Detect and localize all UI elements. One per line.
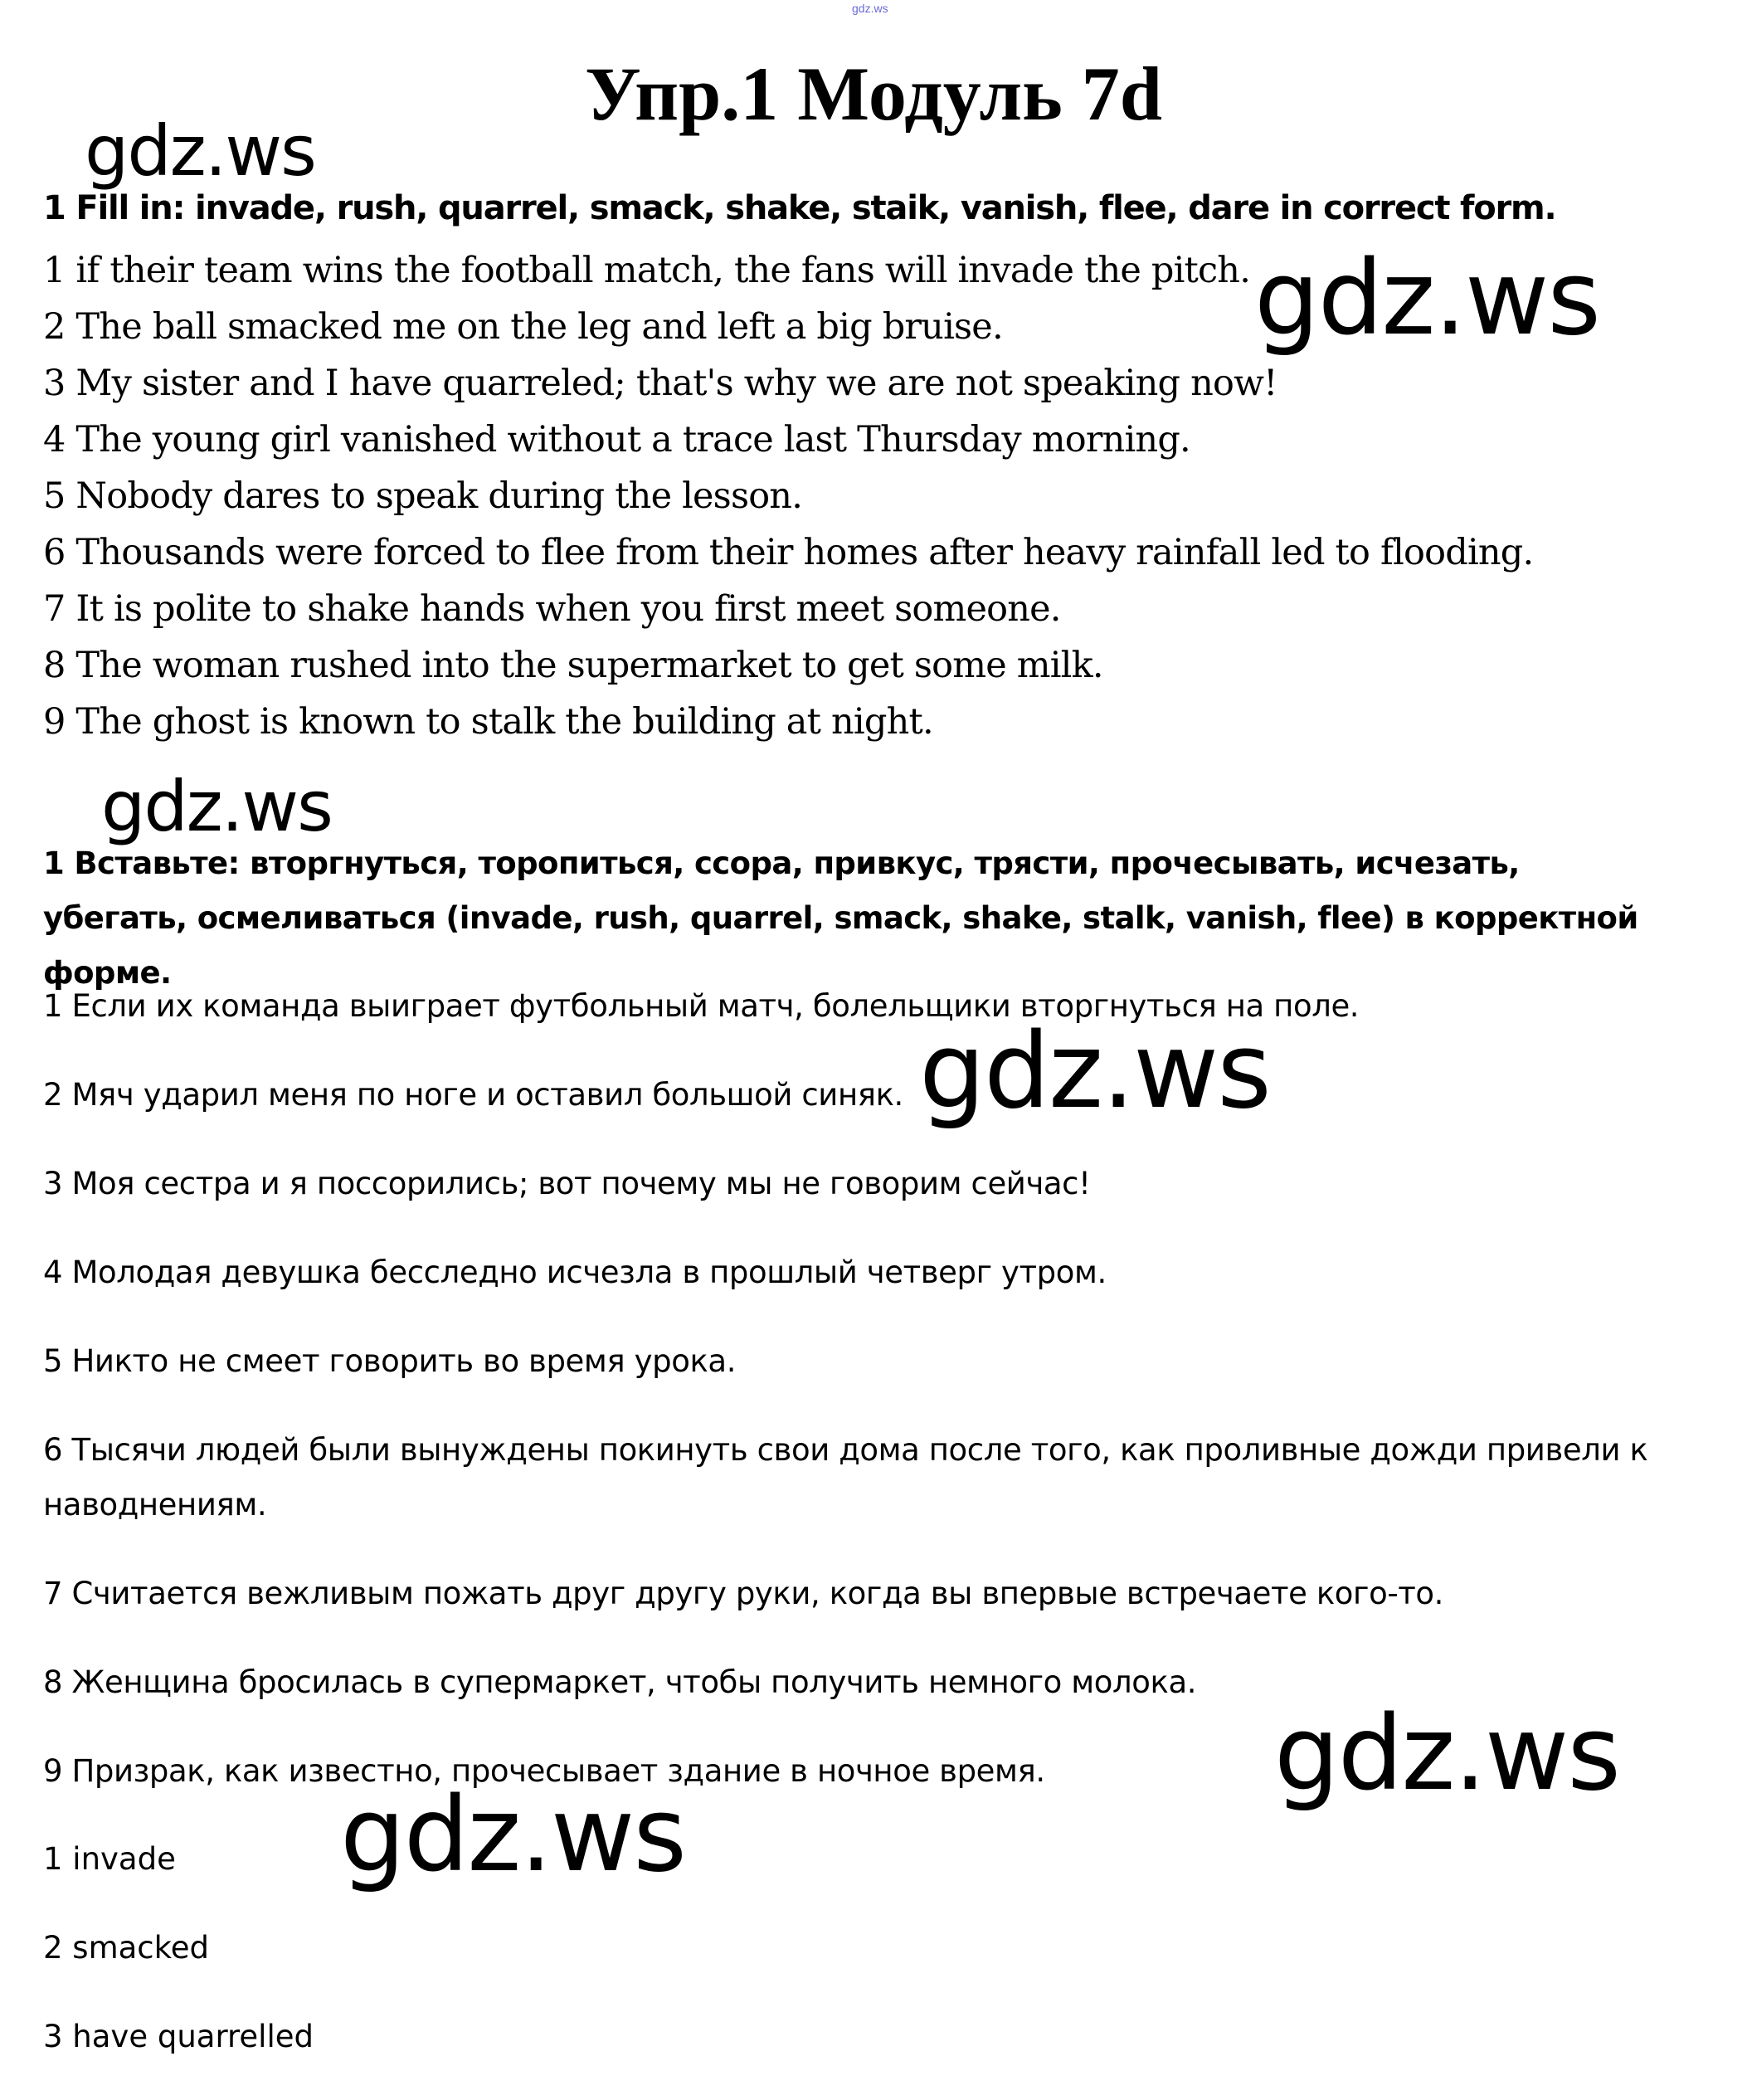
russian-sentence: 2 Мяч ударил меня по ноге и оставил большой синяк. bbox=[43, 1077, 903, 1113]
english-sentence: 1 if their team wins the football match, the fans will invade the pitch. bbox=[43, 250, 1251, 291]
russian-sentence: 4 Молодая девушка бесследно исчезла в прошлый четверг утром. bbox=[43, 1255, 1107, 1290]
russian-sentence: 7 Считается вежливым пожать друг другу руки, когда вы впервые встречаете кого-то. bbox=[43, 1576, 1444, 1611]
english-sentence: 8 The woman rushed into the supermarket to get some milk. bbox=[43, 645, 1103, 686]
top-watermark: gdz.ws bbox=[852, 2, 888, 15]
watermark-logo: gdz.ws bbox=[340, 1776, 685, 1895]
answer-item: 1 invade bbox=[43, 1841, 176, 1877]
english-sentence: 2 The ball smacked me on the leg and left a big bruise. bbox=[43, 306, 1003, 348]
watermark-logo: gdz.ws bbox=[1254, 239, 1599, 358]
russian-sentence: 1 Если их команда выиграет футбольный матч, болельщики вторгнуться на поле. bbox=[43, 988, 1360, 1024]
answer-list bbox=[43, 1832, 314, 2098]
english-task-heading: 1 Fill in: invade, rush, quarrel, smack, shake, staik, vanish, flee, dare in correct form. bbox=[43, 189, 1556, 227]
russian-task-heading: 1 Вставьте: вторгнуться, торопиться, ссора, привкус, трясти, прочесывать, исчезать, убегать, осмеливаться (invade, rush, quarrel, smack, shake, stalk, vanish, flee) в корректной форме. bbox=[43, 845, 1638, 991]
answer-item: 2 smacked bbox=[43, 1930, 209, 1966]
english-sentence: 9 The ghost is known to stalk the building at night. bbox=[43, 701, 933, 743]
russian-sentence: 6 Тысячи людей были вынуждены покинуть свои дома после того, как проливные дожди привели к наводнениям. bbox=[43, 1432, 1648, 1523]
english-sentence: 5 Nobody dares to speak during the lesson. bbox=[43, 475, 803, 517]
english-sentence: 4 The young girl vanished without a trace last Thursday morning. bbox=[43, 419, 1190, 460]
watermark-logo: gdz.ws bbox=[101, 766, 332, 847]
english-sentence: 3 My sister and I have quarreled; that's why we are not speaking now! bbox=[43, 363, 1277, 404]
watermark-logo: gdz.ws bbox=[1274, 1694, 1619, 1814]
page-title: Упр.1 Модуль 7d bbox=[585, 51, 1162, 136]
english-sentence: 7 It is polite to shake hands when you first meet someone. bbox=[43, 588, 1061, 630]
russian-sentence: 5 Никто не смеет говорить во время урока. bbox=[43, 1343, 737, 1379]
answer-item: 3 have quarrelled bbox=[43, 2019, 314, 2054]
english-sentence: 6 Thousands were forced to flee from their homes after heavy rainfall led to flooding. bbox=[43, 532, 1534, 573]
russian-sentence: 8 Женщина бросилась в супермаркет, чтобы получить немного молока. bbox=[43, 1664, 1197, 1700]
russian-sentence: 9 Призрак, как известно, прочесывает здание в ночное время. bbox=[43, 1753, 1045, 1789]
watermark-logo: gdz.ws bbox=[919, 1010, 1270, 1132]
russian-sentence: 3 Моя сестра и я поссорились; вот почему мы не говорим сейчас! bbox=[43, 1166, 1091, 1201]
watermark-logo: gdz.ws bbox=[85, 110, 315, 192]
